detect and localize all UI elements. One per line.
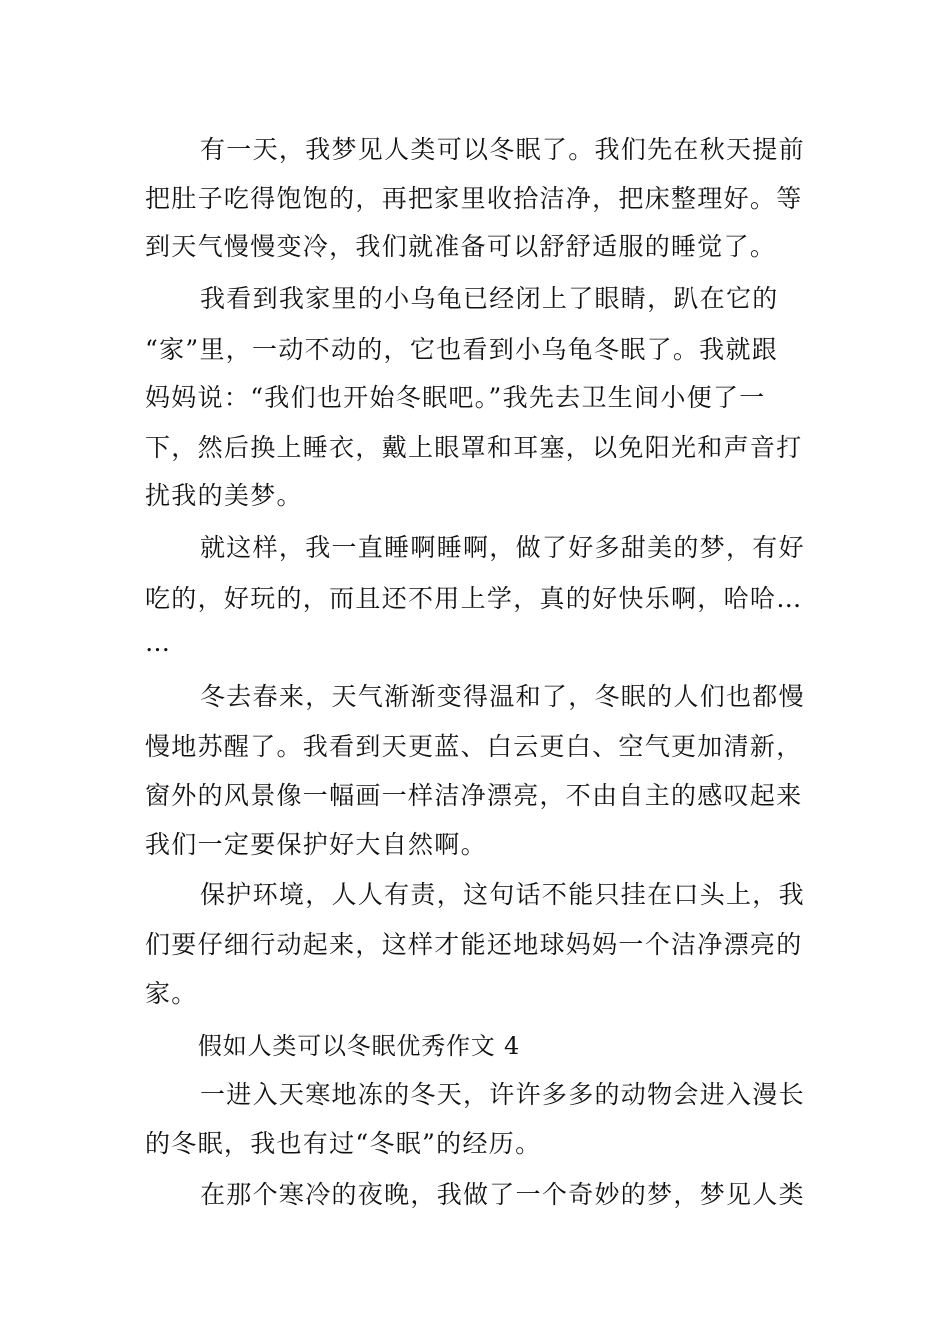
paragraph-2-line-2: “家”里，一动不动的，它也看到小乌龟冬眠了。我就跟 [145, 335, 779, 364]
essay-heading: 假如人类可以冬眠优秀作文 4 [198, 1032, 521, 1060]
paragraph-3-line-1: 就这样，我一直睡啊睡啊，做了好多甜美的梦，有好 [200, 533, 805, 562]
paragraph-4-line-2: 慢地苏醒了。我看到天更蓝、白云更白、空气更加清新， [145, 732, 803, 761]
paragraph-4-line-4: 我们一定要保护好大自然啊。 [145, 830, 487, 859]
paragraph-1-line-1: 有一天，我梦见人类可以冬眠了。我们先在秋天提前 [200, 135, 805, 164]
paragraph-2-line-1: 我看到我家里的小乌龟已经闭上了眼睛，趴在它的 [200, 284, 779, 313]
paragraph-2-line-4: 下，然后换上睡衣，戴上眼罩和耳塞，以免阳光和声音打 [145, 433, 803, 462]
paragraph-5-line-1: 保护环境，人人有责，这句话不能只挂在口头上，我 [200, 880, 805, 909]
paragraph-3-line-3: … [145, 628, 172, 657]
paragraph-1-line-2: 把肚子吃得饱饱的，再把家里收拾洁净，把床整理好。等 [145, 184, 803, 213]
paragraph-2-line-5: 扰我的美梦。 [145, 481, 303, 510]
paragraph-2-line-3: 妈妈说：“我们也开始冬眠吧。”我先去卫生间小便了一 [145, 383, 766, 412]
paragraph-6-line-2: 的冬眠，我也有过“冬眠”的经历。 [145, 1129, 542, 1158]
paragraph-3-line-2: 吃的，好玩的，而且还不用上学，真的好快乐啊，哈哈… [145, 584, 803, 613]
paragraph-7-line-1: 在那个寒冷的夜晚，我做了一个奇妙的梦，梦见人类 [200, 1180, 805, 1209]
paragraph-4-line-1: 冬去春来，天气渐渐变得温和了，冬眠的人们也都慢 [200, 682, 805, 711]
paragraph-5-line-3: 家。 [145, 979, 198, 1008]
paragraph-5-line-2: 们要仔细行动起来，这样才能还地球妈妈一个洁净漂亮的 [145, 930, 803, 959]
paragraph-1-line-3: 到天气慢慢变冷，我们就准备可以舒舒适服的睡觉了。 [145, 232, 777, 261]
paragraph-6-line-1: 一进入天寒地冻的冬天，许许多多的动物会进入漫长 [200, 1080, 805, 1109]
paragraph-4-line-3: 窗外的风景像一幅画一样洁净漂亮，不由自主的感叹起来 [145, 781, 803, 810]
